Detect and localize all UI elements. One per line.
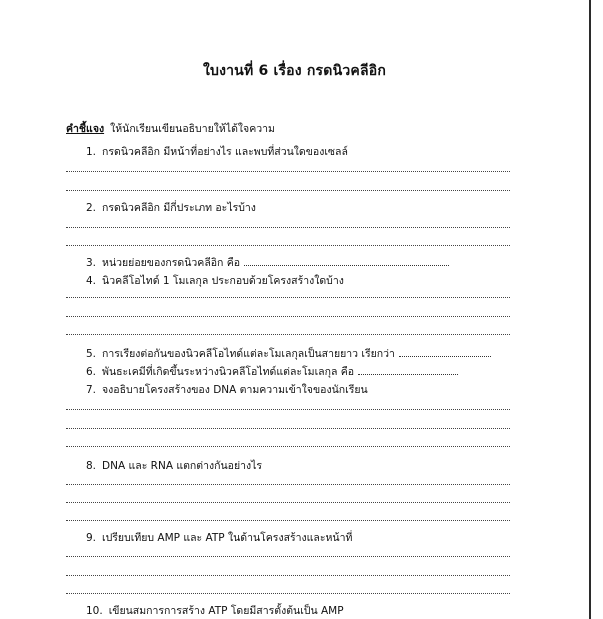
answer-line[interactable] xyxy=(66,502,510,503)
answer-line[interactable] xyxy=(66,190,510,191)
answer-line[interactable] xyxy=(66,520,510,521)
inline-answer-blank[interactable] xyxy=(399,355,491,357)
answer-line[interactable] xyxy=(66,316,510,317)
question-3: 3. หน่วยย่อยของกรดนิวคลีอิก คือ xyxy=(86,254,449,271)
instruction xyxy=(66,120,275,137)
instruction-text: ให้นักเรียนเขียนอธิบายให้ได้ใจความ xyxy=(110,123,275,135)
question-6: 6. พันธะเคมีที่เกิดขึ้นระหว่างนิวคลีโอไทด์แต่ละโมเลกุล คือ xyxy=(86,363,458,380)
instruction-label: คำชี้แจง xyxy=(66,123,105,135)
answer-line[interactable] xyxy=(66,484,510,485)
question-7: 7. จงอธิบายโครงสร้างของ DNA ตามความเข้าใจของนักเรียน xyxy=(86,384,368,396)
page-border xyxy=(589,0,591,619)
question-10: 10. เขียนสมการการสร้าง ATP โดยมีสารตั้งต้นเป็น AMP xyxy=(86,605,344,617)
answer-line[interactable] xyxy=(66,227,510,228)
answer-line[interactable] xyxy=(66,245,510,246)
answer-line[interactable] xyxy=(66,428,510,429)
answer-line[interactable] xyxy=(66,297,510,298)
answer-line[interactable] xyxy=(66,575,510,576)
answer-line[interactable] xyxy=(66,409,510,410)
question-1: 1. กรดนิวคลีอิก มีหน้าที่อย่างไร และพบที่ส่วนใดของเซลล์ xyxy=(86,146,348,158)
question-2: 2. กรดนิวคลีอิก มีกี่ประเภท อะไรบ้าง xyxy=(86,202,256,214)
answer-line[interactable] xyxy=(66,446,510,447)
question-9: 9. เปรียบเทียบ AMP และ ATP ในด้านโครงสร้างและหน้าที่ xyxy=(86,532,353,544)
worksheet-title: ใบงานที่ 6 เรื่อง กรดนิวคลีอิก xyxy=(202,63,387,79)
inline-answer-blank[interactable] xyxy=(358,373,458,375)
answer-line[interactable] xyxy=(66,556,510,557)
answer-line[interactable] xyxy=(66,593,510,594)
question-8: 8. DNA และ RNA แตกต่างกันอย่างไร xyxy=(86,460,263,472)
question-4: 4. นิวคลีโอไทด์ 1 โมเลกุล ประกอบด้วยโครงสร้างใดบ้าง xyxy=(86,275,344,287)
answer-line[interactable] xyxy=(66,171,510,172)
inline-answer-blank[interactable] xyxy=(244,264,449,266)
question-5: 5. การเรียงต่อกันของนิวคลีโอไทด์แต่ละโมเลกุลเป็นสายยาว เรียกว่า xyxy=(86,345,491,362)
answer-line[interactable] xyxy=(66,334,510,335)
